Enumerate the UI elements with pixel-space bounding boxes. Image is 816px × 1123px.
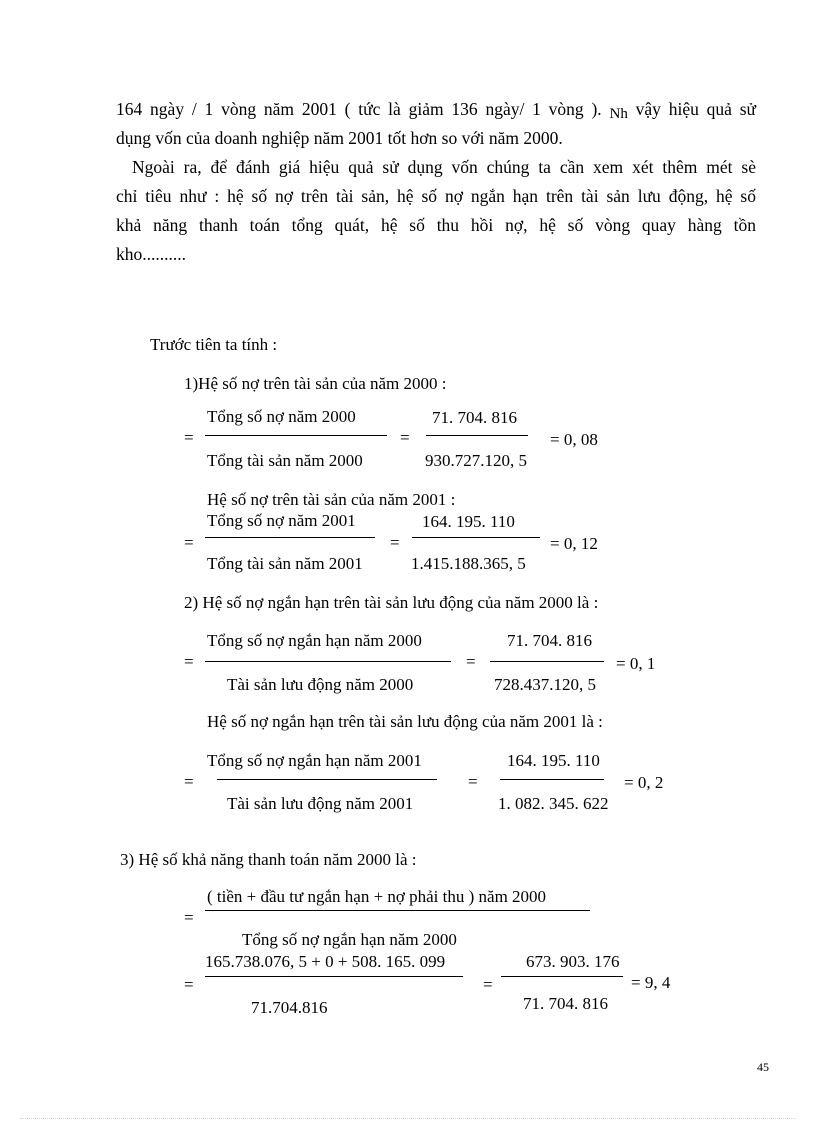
page-bottom-divider — [20, 1118, 796, 1119]
s2-fraction-bar-2 — [490, 661, 604, 662]
s1-den-1: Tổng tài sản năm 2000 — [207, 451, 363, 470]
s3-eq-1: = — [184, 908, 194, 927]
s2b-num-2: 164. 195. 110 — [507, 751, 600, 770]
s2b-den-1: Tài sản lưu động năm 2001 — [227, 794, 414, 813]
s2-num-2: 71. 704. 816 — [507, 631, 592, 650]
s1b-result: = 0, 12 — [550, 534, 598, 553]
s2-den-1: Tài sản lưu động năm 2000 — [227, 675, 414, 694]
s1b-eq-1: = — [184, 533, 194, 552]
para2-line-2: chỉ tiêu như : hệ số nợ trên tài sản, hệ số nợ ngắn hạn trên tài sản lưu động, hệ số — [116, 186, 756, 206]
s2-result: = 0, 1 — [616, 654, 656, 673]
para2-line-4: kho.......... — [116, 244, 186, 264]
s2b-eq-2: = — [468, 772, 478, 791]
s1-fraction-bar-1 — [205, 435, 387, 436]
s2-eq-1: = — [184, 652, 194, 671]
s1-eq-1: = — [184, 428, 194, 447]
s2b-fraction-bar-1 — [217, 779, 437, 780]
s2-eq-2: = — [466, 652, 476, 671]
s2b-num-1: Tổng số nợ ngắn hạn năm 2001 — [207, 751, 422, 770]
s1b-heading: Hệ số nợ trên tài sản của năm 2001 : — [207, 490, 456, 509]
s1b-fraction-bar-1 — [205, 537, 375, 538]
s1-result: = 0, 08 — [550, 430, 598, 449]
s1-eq-2: = — [400, 428, 410, 447]
page-number: 45 — [757, 1060, 769, 1074]
s3-calc-fraction-bar — [205, 976, 463, 977]
s3-num: ( tiền + đầu tư ngắn hạn + nợ phải thu ) năm 2000 — [207, 887, 547, 906]
s3-eq-2: = — [184, 975, 194, 994]
s1b-fraction-bar-2 — [412, 537, 540, 538]
s1-den-2: 930.727.120, 5 — [425, 451, 527, 470]
para2-line-3: khả năng thanh toán tổng quát, hệ số thu hồi nợ, hệ số vòng quay hàng tồn — [116, 215, 756, 235]
para2-line-1: Ngoài ra, để đánh giá hiệu quả sử dụng vốn chúng ta cần xem xét thêm mét sè — [132, 157, 756, 177]
s3-den-2: 71. 704. 816 — [523, 994, 608, 1013]
s1-num-2: 71. 704. 816 — [432, 408, 517, 427]
s3-calc-den: 71.704.816 — [251, 998, 328, 1017]
s3-fraction-bar — [205, 910, 590, 911]
s1b-num-1: Tổng số nợ năm 2001 — [207, 511, 356, 530]
lead-text: Trước tiên ta tính : — [150, 335, 278, 354]
s1b-eq-2: = — [390, 533, 400, 552]
s2-den-2: 728.437.120, 5 — [494, 675, 596, 694]
s1b-den-1: Tổng tài sản năm 2001 — [207, 554, 363, 573]
s2b-den-2: 1. 082. 345. 622 — [498, 794, 609, 813]
s2b-eq-1: = — [184, 772, 194, 791]
s2b-heading: Hệ số nợ ngắn hạn trên tài sản lưu động của năm 2001 là : — [207, 712, 603, 731]
s3-fraction-bar-2 — [501, 976, 623, 977]
s1b-num-2: 164. 195. 110 — [422, 512, 515, 531]
intro-line-2: dụng vốn của doanh nghiệp năm 2001 tốt hơn so với năm 2000. — [116, 128, 563, 148]
s3-calc-num: 165.738.076, 5 + 0 + 508. 165. 099 — [205, 952, 446, 971]
s3-num-2: 673. 903. 176 — [526, 952, 620, 971]
s3-eq-3: = — [483, 975, 493, 994]
s1-heading: 1)Hệ số nợ trên tài sản của năm 2000 : — [184, 374, 447, 393]
s2b-result: = 0, 2 — [624, 773, 664, 792]
s2b-fraction-bar-2 — [500, 779, 604, 780]
s2-fraction-bar-1 — [205, 661, 451, 662]
s1-fraction-bar-2 — [426, 435, 528, 436]
s2-heading: 2) Hệ số nợ ngắn hạn trên tài sản lưu động của năm 2000 là : — [184, 593, 599, 612]
s1b-den-2: 1.415.188.365, 5 — [411, 554, 526, 573]
s3-den: Tổng số nợ ngắn hạn năm 2000 — [242, 930, 457, 949]
s1-num-1: Tổng số nợ năm 2000 — [207, 407, 356, 426]
s3-result: = 9, 4 — [631, 973, 671, 992]
s3-heading: 3) Hệ số khả năng thanh toán năm 2000 là : — [120, 850, 417, 869]
intro-line-1: 164 ngày / 1 vòng năm 2001 ( tức là giảm 136 ngày/ 1 vòng ). Nh vậy hiệu quả sử — [116, 99, 757, 122]
s2-num-1: Tổng số nợ ngắn hạn năm 2000 — [207, 631, 422, 650]
